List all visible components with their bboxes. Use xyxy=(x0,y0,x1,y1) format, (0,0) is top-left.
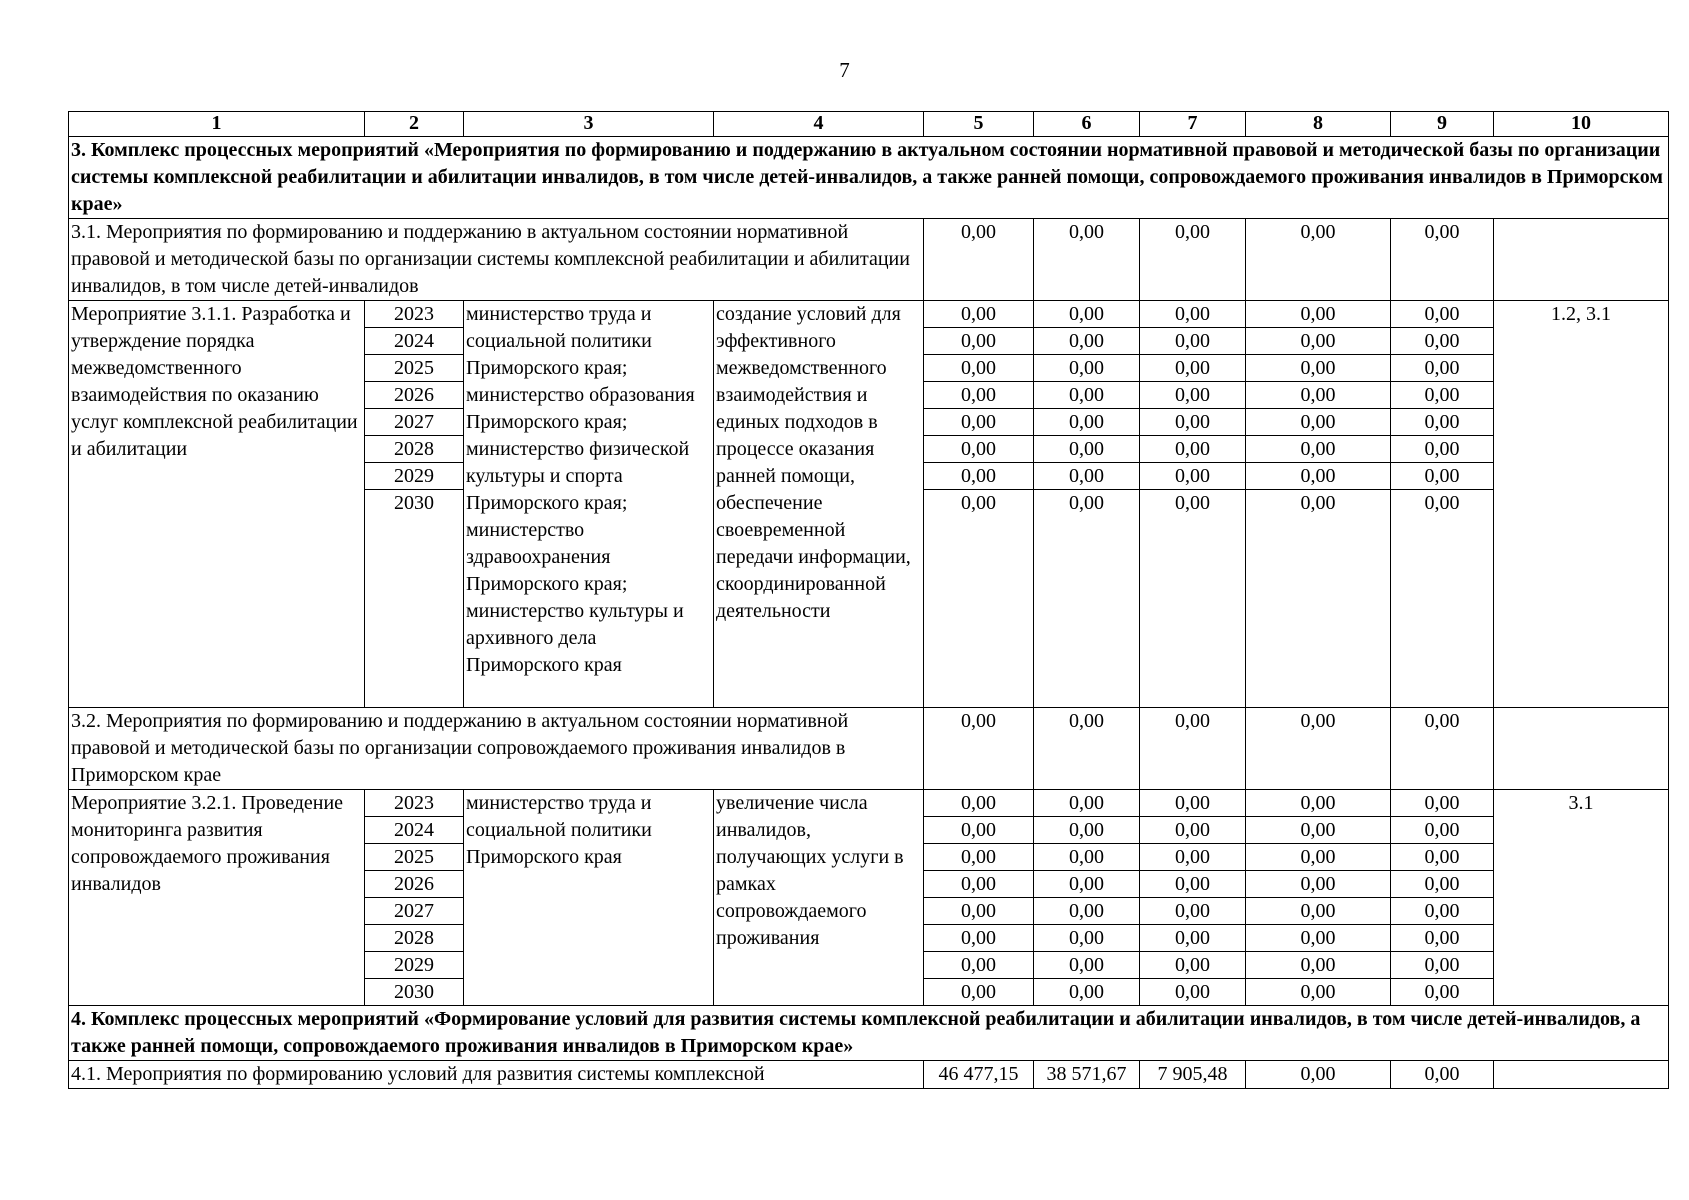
measure-3-1-1-name: Мероприятие 3.1.1. Разработка и утверждение порядка межведомственного взаимодействия по оказанию услуг комплексной реабилитации и абилитации xyxy=(69,301,365,708)
value-cell: 0,00 xyxy=(924,355,1034,382)
col-number: 6 xyxy=(1034,112,1140,137)
value-cell: 0,00 xyxy=(1034,708,1140,790)
value-cell: 0,00 xyxy=(1140,871,1246,898)
year-cell: 2029 xyxy=(365,463,464,490)
program-table xyxy=(68,111,1669,1089)
empty-cell xyxy=(1494,1061,1669,1089)
value-cell: 0,00 xyxy=(1034,409,1140,436)
value-cell: 0,00 xyxy=(1034,952,1140,979)
value-cell: 0,00 xyxy=(1140,382,1246,409)
value-cell: 0,00 xyxy=(1391,355,1494,382)
value-cell: 0,00 xyxy=(924,301,1034,328)
value-cell: 0,00 xyxy=(1034,382,1140,409)
measure-3-1-1-target-ref: 1.2, 3.1 xyxy=(1494,301,1669,708)
value-cell: 0,00 xyxy=(1140,952,1246,979)
value-cell: 0,00 xyxy=(1246,436,1391,463)
value-cell: 0,00 xyxy=(1246,382,1391,409)
value-cell: 0,00 xyxy=(924,979,1034,1006)
value-cell: 0,00 xyxy=(1140,490,1246,708)
value-cell: 0,00 xyxy=(1034,490,1140,708)
value-cell: 0,00 xyxy=(1246,490,1391,708)
value-cell: 0,00 xyxy=(1391,952,1494,979)
section-4-row xyxy=(69,1006,1669,1061)
value-cell: 0,00 xyxy=(924,925,1034,952)
value-cell: 0,00 xyxy=(1391,409,1494,436)
table-row xyxy=(69,301,1669,328)
value-cell: 0,00 xyxy=(1140,790,1246,817)
value-cell: 0,00 xyxy=(1391,490,1494,708)
value-cell: 0,00 xyxy=(1034,301,1140,328)
value-cell: 0,00 xyxy=(924,952,1034,979)
value-cell: 0,00 xyxy=(924,708,1034,790)
value-cell: 0,00 xyxy=(1246,328,1391,355)
value-cell: 0,00 xyxy=(1140,817,1246,844)
year-cell: 2026 xyxy=(365,382,464,409)
value-cell: 0,00 xyxy=(924,844,1034,871)
value-cell: 0,00 xyxy=(1246,355,1391,382)
year-cell: 2030 xyxy=(365,979,464,1006)
value-cell: 0,00 xyxy=(924,219,1034,301)
section-3-row xyxy=(69,137,1669,219)
value-cell: 0,00 xyxy=(1140,925,1246,952)
col-number: 5 xyxy=(924,112,1034,137)
value-cell: 0,00 xyxy=(1140,463,1246,490)
value-cell: 0,00 xyxy=(1391,463,1494,490)
value-cell: 0,00 xyxy=(1140,219,1246,301)
value-cell: 0,00 xyxy=(1246,979,1391,1006)
value-cell: 0,00 xyxy=(1140,301,1246,328)
value-cell: 0,00 xyxy=(1391,817,1494,844)
year-cell: 2029 xyxy=(365,952,464,979)
value-cell: 0,00 xyxy=(1246,1061,1391,1089)
measure-3-2-1-executor: министерство труда и социальной политики Приморского края xyxy=(464,790,714,1006)
subsection-4-1-text: 4.1. Мероприятия по формированию условий для развития системы комплексной xyxy=(69,1061,924,1089)
value-cell: 0,00 xyxy=(1246,844,1391,871)
value-cell: 0,00 xyxy=(1391,790,1494,817)
value-cell: 0,00 xyxy=(1246,898,1391,925)
value-cell: 0,00 xyxy=(924,382,1034,409)
value-cell: 0,00 xyxy=(1246,219,1391,301)
value-cell: 0,00 xyxy=(1391,436,1494,463)
year-cell: 2023 xyxy=(365,790,464,817)
value-cell: 0,00 xyxy=(924,898,1034,925)
value-cell: 0,00 xyxy=(1391,871,1494,898)
year-cell: 2025 xyxy=(365,844,464,871)
value-cell: 0,00 xyxy=(924,328,1034,355)
value-cell: 0,00 xyxy=(1034,463,1140,490)
measure-3-1-1-result: создание условий для эффективного межведомственного взаимодействия и единых подходов в процессе оказания ранней помощи, обеспечение своевременной передачи информации, скоординированной деятельности xyxy=(714,301,924,708)
section-4-title: 4. Комплекс процессных мероприятий «Формирование условий для развития системы комплексной реабилитации и абилитации инвалидов, в том числе детей-инвалидов, а также ранней помощи, сопровождаемого проживания инвалидов в Приморском крае» xyxy=(69,1006,1669,1061)
year-cell: 2024 xyxy=(365,328,464,355)
value-cell: 0,00 xyxy=(1246,409,1391,436)
value-cell: 0,00 xyxy=(1034,844,1140,871)
col-number: 4 xyxy=(714,112,924,137)
page-number: 7 xyxy=(839,58,850,82)
measure-3-2-1-target-ref: 3.1 xyxy=(1494,790,1669,1006)
value-cell: 0,00 xyxy=(1246,817,1391,844)
value-cell: 0,00 xyxy=(1034,871,1140,898)
year-cell: 2024 xyxy=(365,817,464,844)
value-cell: 0,00 xyxy=(1391,219,1494,301)
col-number: 10 xyxy=(1494,112,1669,137)
value-cell: 0,00 xyxy=(1391,708,1494,790)
value-cell: 0,00 xyxy=(924,463,1034,490)
value-cell: 0,00 xyxy=(1034,328,1140,355)
value-cell: 0,00 xyxy=(1140,708,1246,790)
year-cell: 2025 xyxy=(365,355,464,382)
value-cell: 0,00 xyxy=(1140,328,1246,355)
year-cell: 2028 xyxy=(365,925,464,952)
value-cell: 46 477,15 xyxy=(924,1061,1034,1089)
value-cell: 0,00 xyxy=(1034,817,1140,844)
value-cell: 0,00 xyxy=(1034,925,1140,952)
year-cell: 2028 xyxy=(365,436,464,463)
value-cell: 0,00 xyxy=(1034,219,1140,301)
value-cell: 0,00 xyxy=(1246,952,1391,979)
subsection-3-1-text: 3.1. Мероприятия по формированию и поддержанию в актуальном состоянии нормативной правовой и методической базы по организации системы комплексной реабилитации и абилитации инвалидов, в том числе детей-инвалидов xyxy=(69,219,924,301)
value-cell: 0,00 xyxy=(924,436,1034,463)
value-cell: 0,00 xyxy=(1246,708,1391,790)
value-cell: 0,00 xyxy=(924,490,1034,708)
subsection-4-1-row xyxy=(69,1061,1669,1089)
value-cell: 0,00 xyxy=(1140,355,1246,382)
value-cell: 0,00 xyxy=(1034,436,1140,463)
value-cell: 0,00 xyxy=(1140,979,1246,1006)
year-cell: 2023 xyxy=(365,301,464,328)
subsection-3-2-text: 3.2. Мероприятия по формированию и поддержанию в актуальном состоянии нормативной правовой и методической базы по организации сопровождаемого проживания инвалидов в Приморском крае xyxy=(69,708,924,790)
col-number: 7 xyxy=(1140,112,1246,137)
value-cell: 0,00 xyxy=(1034,898,1140,925)
column-numbers-row xyxy=(69,112,1669,137)
subsection-3-2-row xyxy=(69,708,1669,790)
year-cell: 2026 xyxy=(365,871,464,898)
year-cell: 2030 xyxy=(365,490,464,708)
value-cell: 0,00 xyxy=(1391,898,1494,925)
col-number: 3 xyxy=(464,112,714,137)
value-cell: 0,00 xyxy=(1391,925,1494,952)
value-cell: 0,00 xyxy=(924,409,1034,436)
col-number: 9 xyxy=(1391,112,1494,137)
value-cell: 0,00 xyxy=(1391,979,1494,1006)
value-cell: 0,00 xyxy=(1391,328,1494,355)
empty-cell xyxy=(1494,708,1669,790)
col-number: 1 xyxy=(69,112,365,137)
value-cell: 0,00 xyxy=(1034,355,1140,382)
value-cell: 0,00 xyxy=(1140,844,1246,871)
value-cell: 0,00 xyxy=(1246,925,1391,952)
value-cell: 0,00 xyxy=(1246,301,1391,328)
col-number: 2 xyxy=(365,112,464,137)
subsection-3-1-row xyxy=(69,219,1669,301)
measure-3-2-1-result: увеличение числа инвалидов, получающих услуги в рамках сопровождаемого проживания xyxy=(714,790,924,1006)
value-cell: 0,00 xyxy=(924,790,1034,817)
table-row xyxy=(69,790,1669,817)
year-cell: 2027 xyxy=(365,898,464,925)
value-cell: 0,00 xyxy=(1246,790,1391,817)
value-cell: 0,00 xyxy=(924,817,1034,844)
value-cell: 0,00 xyxy=(924,871,1034,898)
measure-3-2-1-name: Мероприятие 3.2.1. Проведение мониторинга развития сопровождаемого проживания инвалидов xyxy=(69,790,365,1006)
year-cell: 2027 xyxy=(365,409,464,436)
value-cell: 0,00 xyxy=(1140,436,1246,463)
value-cell: 7 905,48 xyxy=(1140,1061,1246,1089)
col-number: 8 xyxy=(1246,112,1391,137)
value-cell: 0,00 xyxy=(1246,871,1391,898)
value-cell: 0,00 xyxy=(1391,382,1494,409)
value-cell: 0,00 xyxy=(1391,1061,1494,1089)
value-cell: 0,00 xyxy=(1246,463,1391,490)
value-cell: 0,00 xyxy=(1391,844,1494,871)
value-cell: 0,00 xyxy=(1034,979,1140,1006)
empty-cell xyxy=(1494,219,1669,301)
measure-3-1-1-executor: министерство труда и социальной политики Приморского края; министерство образования Приморского края; министерство физической культуры и спорта Приморского края; министерство здравоохранения Приморского края; министерство культуры и архивного дела Приморского края xyxy=(464,301,714,708)
value-cell: 0,00 xyxy=(1140,409,1246,436)
value-cell: 0,00 xyxy=(1034,790,1140,817)
value-cell: 0,00 xyxy=(1140,898,1246,925)
value-cell: 0,00 xyxy=(1391,301,1494,328)
value-cell: 38 571,67 xyxy=(1034,1061,1140,1089)
section-3-title: 3. Комплекс процессных мероприятий «Мероприятия по формированию и поддержанию в актуальном состоянии нормативной правовой и методической базы по организации системы комплексной реабилитации и абилитации инвалидов, в том числе детей-инвалидов, а также ранней помощи, сопровождаемого проживания инвалидов в Приморском крае» xyxy=(69,137,1669,219)
